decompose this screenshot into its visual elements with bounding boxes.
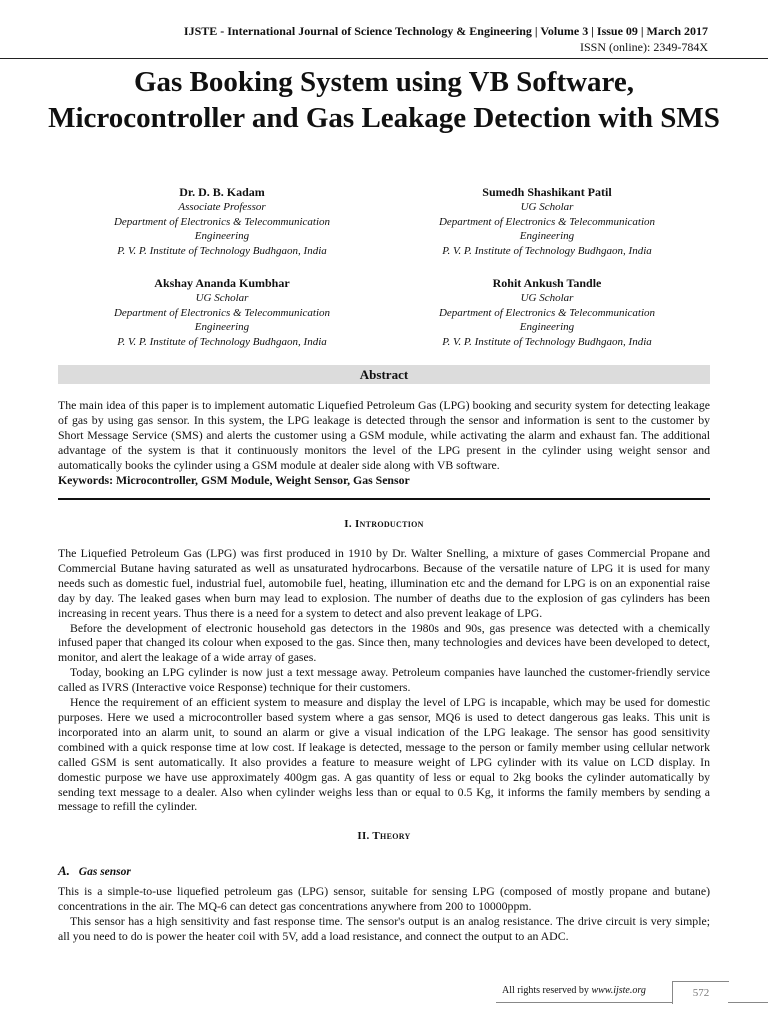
paragraph: This is a simple-to-use liquefied petroleum gas (LPG) sensor, suitable for sensing LPG (composed of mostly propane and butane) concentrations in the air. The MQ-6 can detect gas concentrations anywhere from 200 to 10000ppm.: [58, 884, 710, 913]
paper-title: Gas Booking System using VB Software, Microcontroller and Gas Leakage Detection with SMS: [48, 66, 720, 134]
author-department-cont: Engineering: [194, 230, 250, 243]
abstract-divider: [58, 498, 710, 500]
author-name: Dr. D. B. Kadam: [179, 185, 265, 199]
author-institute: P. V. P. Institute of Technology Budhgaon, India: [442, 244, 652, 257]
paragraph: This sensor has a high sensitivity and fast response time. The sensor's output is an analog resistance. The drive circuit is very simple; all you need to do is power the heater coil with 5V, add a load resistance, and connect the output to an ADC.: [58, 913, 710, 943]
abstract-text: The main idea of this paper is to implement automatic Liquefied Petroleum Gas (LPG) booking and security system for detecting leakage of gas by using gas sensor. In this system, the LPG leakage is detected through the sensor and information is sent to the customer by Short Message Service (SMS) and alerts the customer using a GSM module, while activating the alarm and exhaust fan. The additional advantage of the system is that it continuously monitors the level of the LPG present in the cylinder using weight sensor and automatically books the cylinder using a GSM module at dealer side along with VB software.: [58, 398, 710, 472]
author-department-cont: Engineering: [519, 230, 575, 243]
author-block: [397, 275, 697, 349]
section-heading-theory: II. Theory: [357, 830, 411, 842]
subsection-title: Gas sensor: [78, 866, 131, 878]
paragraph: Today, booking an LPG cylinder is now just a text message away. Petroleum companies have launched the customer-friendly service called as IVRS (Interactive voice Response) technique for their customers.: [58, 665, 710, 695]
footer-divider-tail: [728, 1002, 768, 1003]
abstract-heading: Abstract: [58, 365, 710, 384]
paragraph: Hence the requirement of an efficient system to measure and display the level of LPG is incapable, which may be used for domestic purposes. Here we used a microcontroller based system where a gas sensor, MQ6 is used to detect dangerous gas leaks. This unit is incorporated into an alarm unit, to sound an alarm or give a visual indication of the LPG leakage. The sensor has good sensitivity combined with a quick response time at low cost. If leakage is detected, message to the person or family member using cellular network called GSM is sent automatically. It also provides a feature to measure weight of LPG cylinder with its value on LCD display. In domestic purpose we have use approximately 400gm gas. A gas quantity of less or equal to 2kg books the cylinder automatically by sending text message to a dealer. Also when cylinder weighs less than or equal to 0.5 Kg, it informs the family members by sending a message to refill the cylinder.: [58, 695, 710, 814]
author-block: [72, 184, 372, 258]
author-department: Department of Electronics & Telecommunication: [438, 215, 656, 228]
subsection-label: A.: [58, 863, 70, 878]
author-department: Department of Electronics & Telecommunication: [113, 215, 331, 228]
author-institute: P. V. P. Institute of Technology Budhgaon, India: [117, 335, 327, 348]
footer-divider: [496, 1002, 672, 1003]
author-role: UG Scholar: [195, 292, 249, 304]
author-role: Associate Professor: [178, 201, 266, 213]
keywords: Keywords: Microcontroller, GSM Module, Weight Sensor, Gas Sensor: [58, 473, 410, 487]
page-number: 572: [672, 981, 729, 1004]
introduction-body: [58, 546, 710, 814]
paragraph: Before the development of electronic household gas detectors in the 1980s and 90s, gas presence was detected with a chemically infused paper that changed its colour when exposed to the gas. Since then, many technologies and devices have been developed to detect, monitor, and alert the leakage of a wide array of gases.: [58, 620, 710, 665]
author-institute: P. V. P. Institute of Technology Budhgaon, India: [117, 244, 327, 257]
author-role: UG Scholar: [520, 201, 574, 213]
theory-body: [58, 884, 710, 944]
journal-header: IJSTE - International Journal of Science Technology & Engineering | Volume 3 | Issue 09 | March 2017: [183, 24, 708, 38]
author-block: [397, 184, 697, 258]
header-divider: [0, 58, 768, 59]
author-department-cont: Engineering: [519, 321, 575, 334]
abstract-body: [58, 398, 710, 488]
author-institute: P. V. P. Institute of Technology Budhgaon, India: [442, 335, 652, 348]
section-heading-introduction: I. Introduction: [344, 518, 424, 530]
subsection-heading: [58, 863, 131, 879]
author-department: Department of Electronics & Telecommunication: [438, 306, 656, 319]
author-role: UG Scholar: [520, 292, 574, 304]
issn-label: ISSN (online): 2349-784X: [580, 40, 708, 54]
author-block: [72, 275, 372, 349]
author-name: Akshay Ananda Kumbhar: [154, 276, 290, 290]
footer-link[interactable]: www.ijste.org: [591, 985, 646, 996]
paragraph: The Liquefied Petroleum Gas (LPG) was first produced in 1910 by Dr. Walter Snelling, a mixture of gases Commercial Propane and Commercial Butane having saturated as well as unsaturated hydrocarbons. Because of the versatile nature of LPG it is used for many needs such as domestic fuel, industrial fuel, automobile fuel, heating, illumination etc and the demand for LPG is on an exponential raise day by day. The leaked gases when burn may lead to explosion. The number of deaths due to the explosion of gas cylinders has been increasing in recent years. Thus there is a need for a system to detect and also prevent leakage of LPG.: [58, 546, 710, 620]
author-name: Sumedh Shashikant Patil: [482, 185, 612, 199]
author-department: Department of Electronics & Telecommunication: [113, 306, 331, 319]
author-department-cont: Engineering: [194, 321, 250, 334]
author-name: Rohit Ankush Tandle: [492, 276, 602, 290]
footer-rights: [502, 985, 646, 996]
rights-text: All rights reserved by: [502, 985, 592, 996]
